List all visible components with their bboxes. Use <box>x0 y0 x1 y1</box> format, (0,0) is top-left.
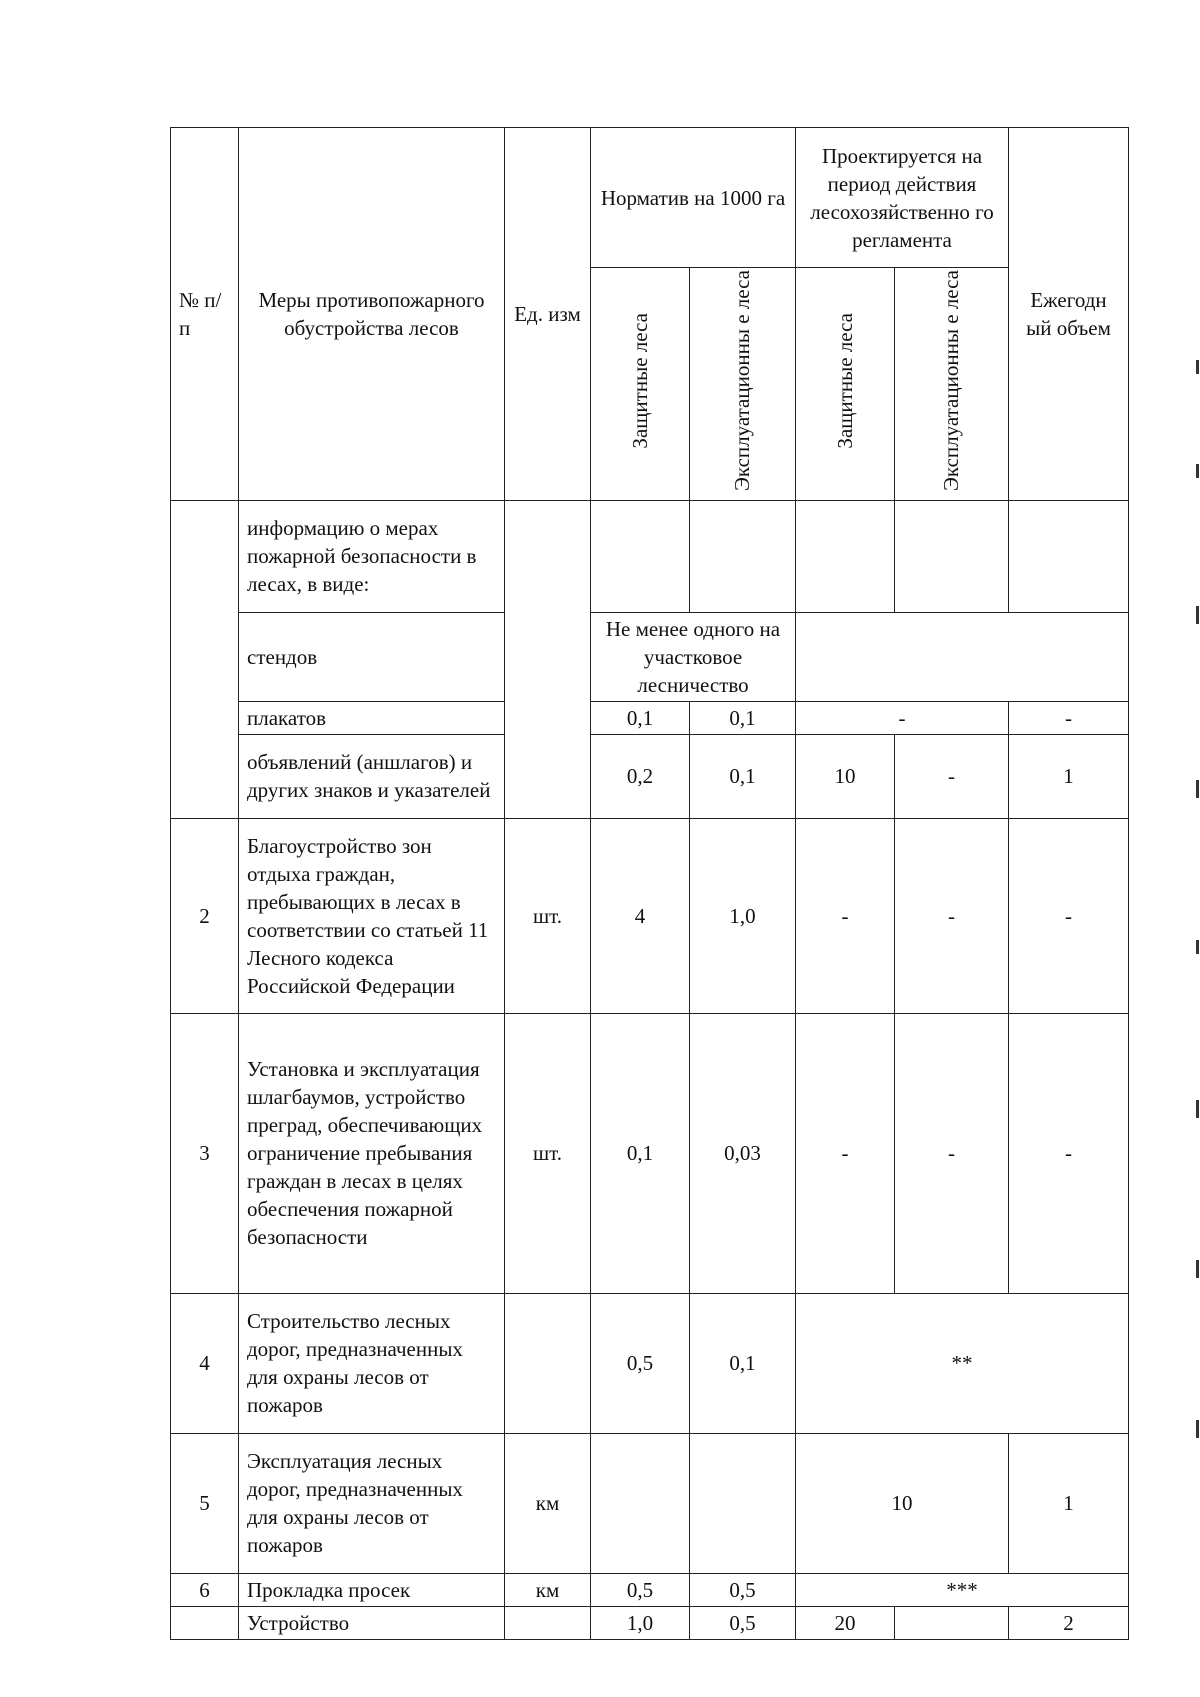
row5-num: 5 <box>171 1433 239 1573</box>
row6-norm-e: 0,5 <box>690 1573 796 1606</box>
row2-annual: - <box>1009 818 1129 1013</box>
row-info-measure: информацию о мерах пожарной безопасности в лесах, в виде: <box>239 500 505 612</box>
row7-num <box>171 1606 239 1639</box>
row4-proj: ** <box>796 1293 1129 1433</box>
row2-num: 2 <box>171 818 239 1013</box>
row4-num: 4 <box>171 1293 239 1433</box>
header-norm-protective: Защитные леса <box>591 268 690 501</box>
header-proj-exploitation: Эксплуатационны е леса <box>895 268 1009 501</box>
row2-norm-e: 1,0 <box>690 818 796 1013</box>
row-posters-norm-e: 0,1 <box>690 701 796 734</box>
row-posters-proj: - <box>796 701 1009 734</box>
row1-unit-empty <box>505 500 591 818</box>
row-ads-annual: 1 <box>1009 734 1129 818</box>
scan-margin-marks <box>1196 360 1200 1560</box>
header-measures: Меры противопожарного обустройства лесов <box>239 128 505 501</box>
row-ads-norm-p: 0,2 <box>591 734 690 818</box>
row-stands-empty <box>796 612 1129 701</box>
row-info-cell <box>690 500 796 612</box>
row-ads-proj-e: - <box>895 734 1009 818</box>
row2-proj-e: - <box>895 818 1009 1013</box>
row2-proj-p: - <box>796 818 895 1013</box>
row6-proj: *** <box>796 1573 1129 1606</box>
row3-norm-p: 0,1 <box>591 1013 690 1293</box>
row-posters-measure: плакатов <box>239 701 505 734</box>
header-num: № п/п <box>171 128 239 501</box>
header-norm: Норматив на 1000 га <box>591 128 796 268</box>
header-unit: Ед. изм <box>505 128 591 501</box>
row3-num: 3 <box>171 1013 239 1293</box>
row5-measure: Эксплуатация лесных дорог, предназначенных для охраны лесов от пожаров <box>239 1433 505 1573</box>
row2-measure: Благоустройство зон отдыха граждан, пребывающих в лесах в соответствии со статьей 11 Лесного кодекса Российской Федерации <box>239 818 505 1013</box>
row3-annual: - <box>1009 1013 1129 1293</box>
row7-norm-e: 0,5 <box>690 1606 796 1639</box>
header-projected: Проектируется на период действия лесохозяйственно го регламента <box>796 128 1009 268</box>
row2-unit: шт. <box>505 818 591 1013</box>
fire-protection-table <box>170 127 1129 1640</box>
row-ads-norm-e: 0,1 <box>690 734 796 818</box>
row-posters-norm-p: 0,1 <box>591 701 690 734</box>
header-norm-exploitation: Эксплуатационны е леса <box>690 268 796 501</box>
row3-proj-p: - <box>796 1013 895 1293</box>
row6-num: 6 <box>171 1573 239 1606</box>
row5-unit: км <box>505 1433 591 1573</box>
row3-norm-e: 0,03 <box>690 1013 796 1293</box>
row4-norm-p: 0,5 <box>591 1293 690 1433</box>
row6-norm-p: 0,5 <box>591 1573 690 1606</box>
row6-unit: км <box>505 1573 591 1606</box>
row5-proj: 10 <box>796 1433 1009 1573</box>
row7-unit <box>505 1606 591 1639</box>
row5-norm-p <box>591 1433 690 1573</box>
row-info-cell <box>796 500 895 612</box>
row7-annual: 2 <box>1009 1606 1129 1639</box>
row5-norm-e <box>690 1433 796 1573</box>
row3-measure: Установка и эксплуатация шлагбаумов, устройство преград, обеспечивающих ограничение пребывания граждан в лесах в целях обеспечения пожарной безопасности <box>239 1013 505 1293</box>
row-info-cell <box>591 500 690 612</box>
row6-measure: Прокладка просек <box>239 1573 505 1606</box>
row5-annual: 1 <box>1009 1433 1129 1573</box>
row4-norm-e: 0,1 <box>690 1293 796 1433</box>
row-stands-measure: стендов <box>239 612 505 701</box>
row1-num-empty <box>171 500 239 818</box>
row-ads-measure: объявлений (аншлагов) и других знаков и указателей <box>239 734 505 818</box>
row3-proj-e: - <box>895 1013 1009 1293</box>
row7-norm-p: 1,0 <box>591 1606 690 1639</box>
row7-proj-e <box>895 1606 1009 1639</box>
row-posters-annual: - <box>1009 701 1129 734</box>
header-proj-protective: Защитные леса <box>796 268 895 501</box>
row-ads-proj-p: 10 <box>796 734 895 818</box>
header-annual: Ежегодн ый объем <box>1009 128 1129 501</box>
row4-measure: Строительство лесных дорог, предназначенных для охраны лесов от пожаров <box>239 1293 505 1433</box>
row7-proj-p: 20 <box>796 1606 895 1639</box>
row-info-cell <box>895 500 1009 612</box>
row-stands-norm: Не менее одного на участковое лесничество <box>591 612 796 701</box>
row3-unit: шт. <box>505 1013 591 1293</box>
row4-unit <box>505 1293 591 1433</box>
row2-norm-p: 4 <box>591 818 690 1013</box>
row7-measure: Устройство <box>239 1606 505 1639</box>
row-info-cell <box>1009 500 1129 612</box>
